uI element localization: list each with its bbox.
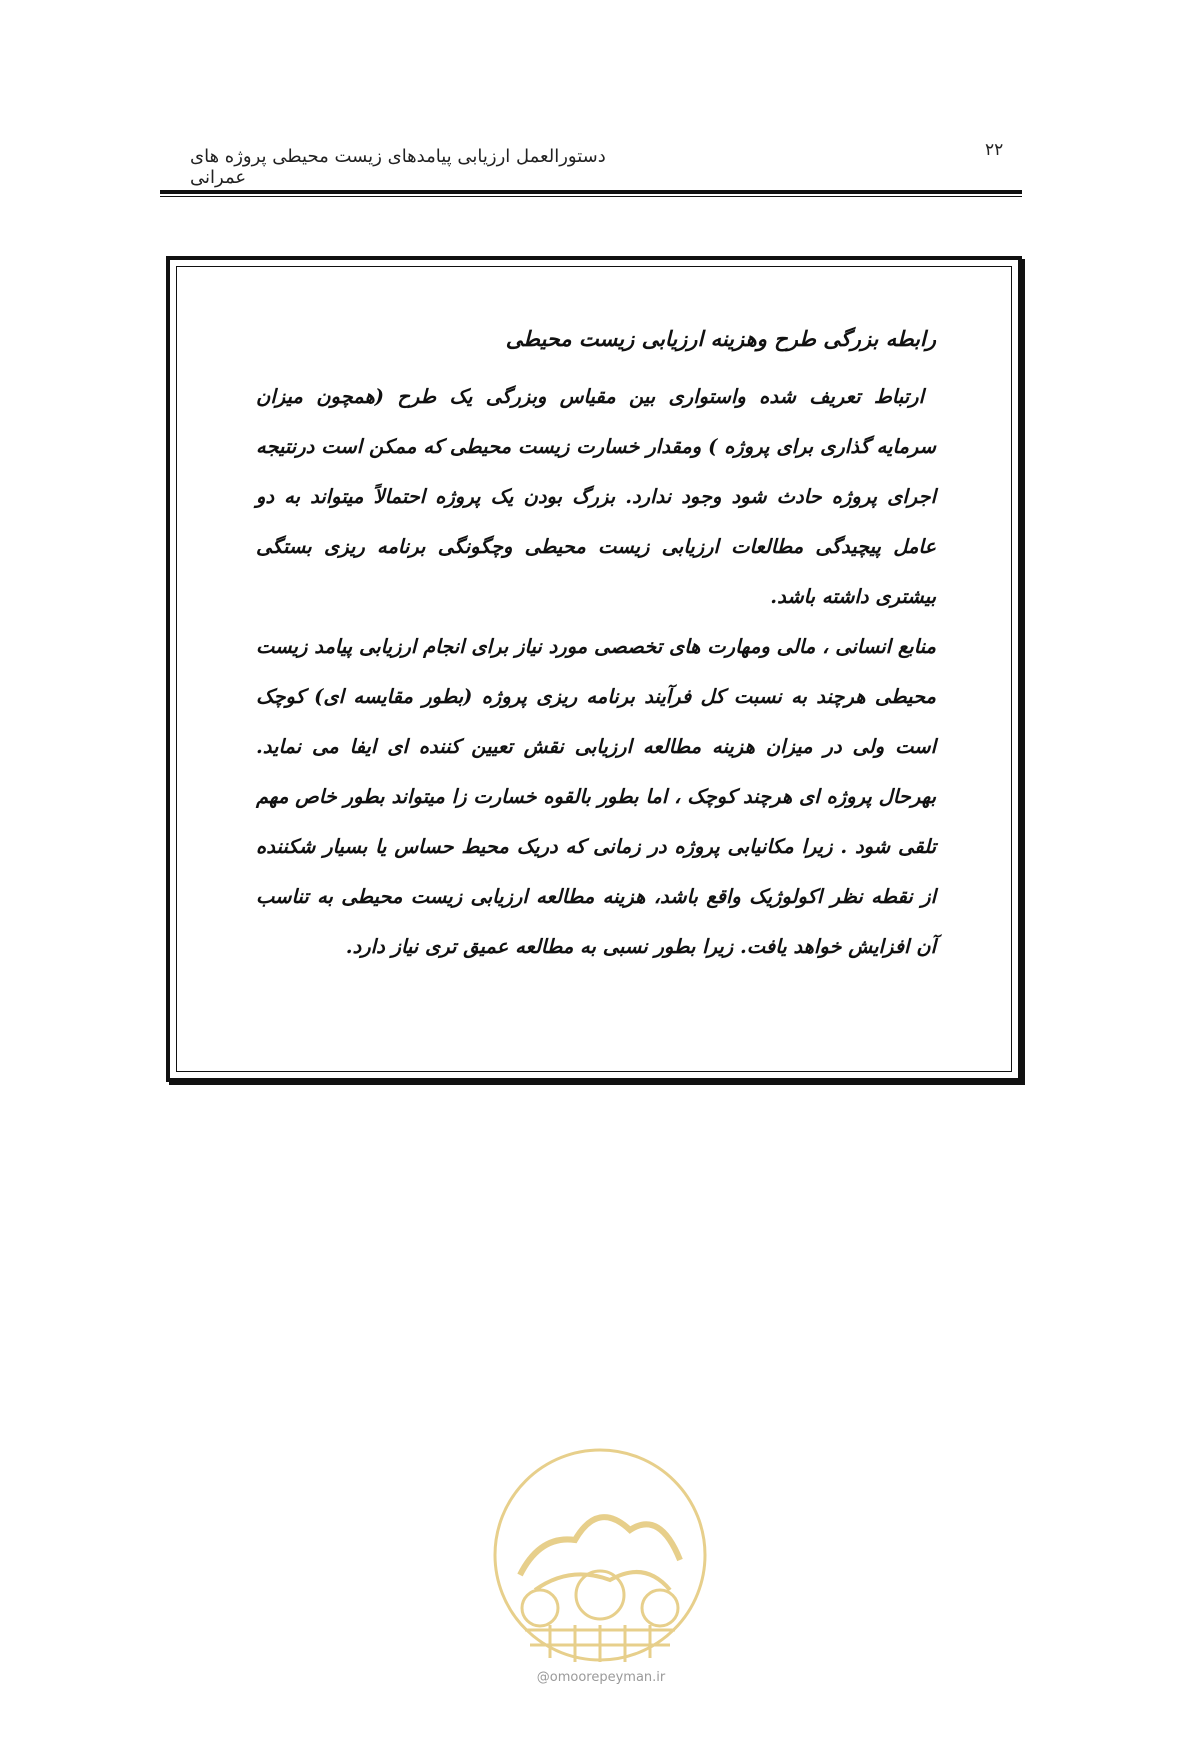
header-rule-thick (160, 190, 1022, 194)
running-header-title: دستورالعمل ارزیابی پیامدهای زیست محیطی پروژه های عمرانی (190, 146, 606, 188)
section-heading: رابطه بزرگی طرح وهزینه ارزیابی زیست محیطی (505, 326, 936, 351)
bordered-content-box (166, 256, 1022, 1082)
watermark-url: @omoorepeyman.ir (536, 1670, 666, 1685)
page-number: ۲۲ (985, 140, 1004, 160)
section-body (256, 372, 936, 972)
watermark-logo-icon (480, 1440, 720, 1670)
body-paragraph: منابع انسانی ، مالی ومهارت های تخصصی مورد نیاز برای انجام ارزیابی پیامد زیست محیطی هرچند به نسبت کل فرآیند برنامه ریزی پروژه (بطور مقایسه ای) کوچک است ولی در میزان هزینه مطالعه ارزیابی نقش تعیین کننده ای ایفا می نماید. بهرحال پروژه ای هرچند کوچک ، اما بطور بالقوه خسارت زا میتواند بطور خاص مهم تلقی شود . زیرا مکانیابی پروژه در زمانی که دریک محیط حساس یا بسیار شکننده از نقطه نظر اکولوژیک واقع باشد، هزینه مطالعه ارزیابی زیست محیطی به تناسب آن افزایش خواهد یافت. زیرا بطور نسبی به مطالعه عمیق تری نیاز دارد. (256, 635, 936, 958)
header-rule-thin (160, 196, 1022, 197)
body-paragraph: ارتباط تعریف شده واستواری بین مقیاس وبزرگی یک طرح (همچون میزان سرمایه گذاری برای پروژه ) ومقدار خسارت زیست محیطی که ممکن است درنتیجه اجرای پروژه حادث شود وجود ندارد. بزرگ بودن یک پروژه احتمالاً میتواند به دو عامل پیچیدگی مطالعات ارزیابی زیست محیطی وچگونگی برنامه ریزی بستگی بیشتری داشته باشد. (256, 385, 936, 608)
watermark-logo (480, 1440, 720, 1740)
